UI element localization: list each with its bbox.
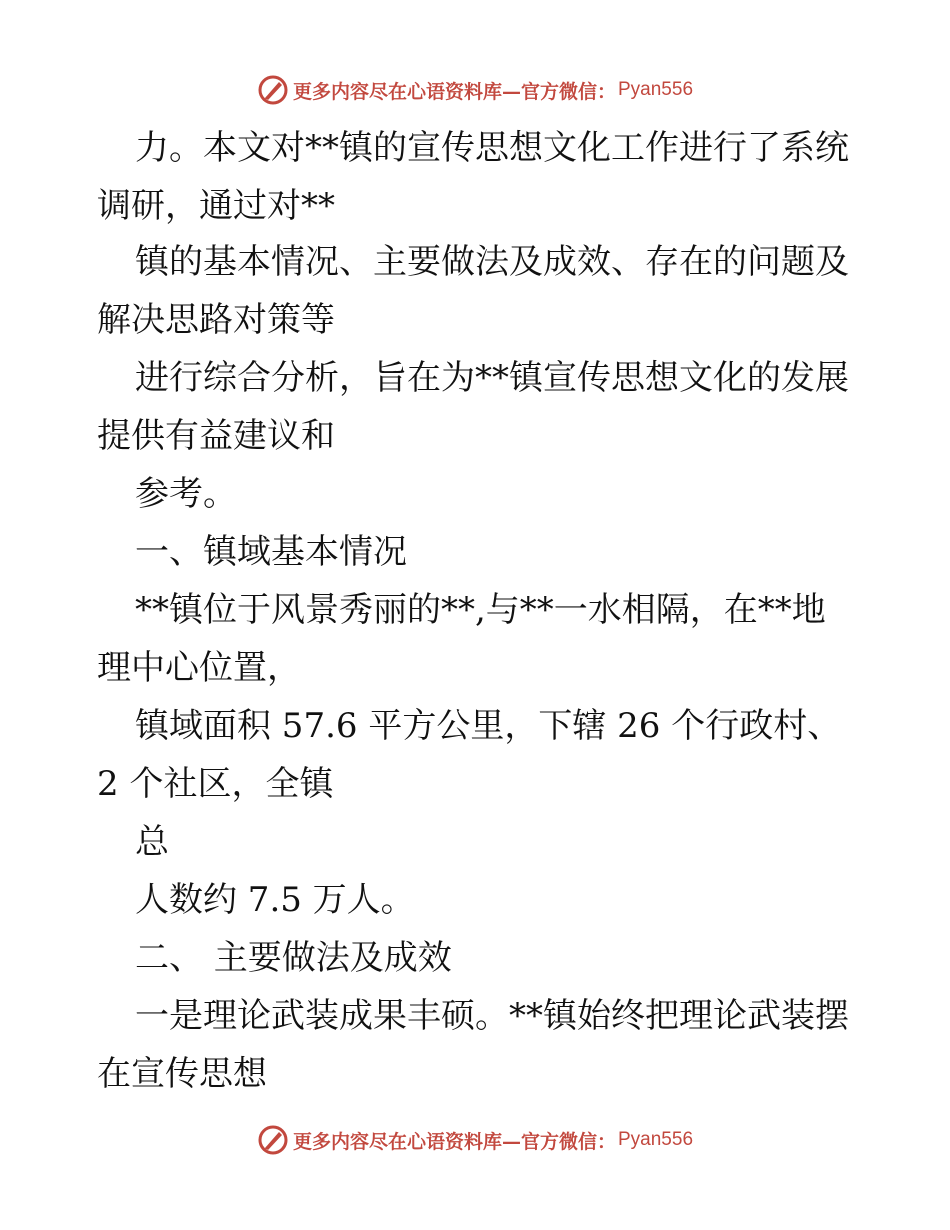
text-line: 在宣传思想 [97,1054,267,1094]
text-line: 镇域面积 57.6 平方公里，下辖 26 个行政村、 [135,706,842,746]
footer-watermark [0,1120,950,1160]
text-line: 解决思路对策等 [97,300,335,340]
text-line: 总 [135,822,169,862]
quill-pen-seal-icon [257,1124,289,1156]
watermark-text: 更多内容尽在心语资料库—官方微信： [292,80,616,103]
header-watermark [0,70,950,110]
text-line: 进行综合分析，旨在为**镇宣传思想文化的发展 [135,358,849,398]
text-line: 提供有益建议和 [97,416,335,456]
text-line: 理中心位置， [97,648,301,688]
quill-pen-seal-icon [257,74,289,106]
text-line: 镇的基本情况、主要做法及成效、存在的问题及 [135,242,849,282]
text-line: 2 个社区，全镇 [97,764,334,804]
text-line: 人数约 7.5 万人。 [135,880,415,920]
text-line: 参考。 [135,474,237,514]
section-heading: 二、 主要做法及成效 [135,938,452,978]
watermark-wechat-id: Pyan556 [618,1129,694,1150]
text-line: 力。本文对**镇的宣传思想文化工作进行了系统 [135,128,849,168]
watermark-text: 更多内容尽在心语资料库—官方微信： [292,1130,616,1153]
text-line: 调研，通过对** [97,186,335,226]
text-line: **镇位于风景秀丽的**,与**一水相隔，在**地 [135,590,826,630]
section-heading: 一、镇域基本情况 [135,532,407,572]
text-line: 一是理论武装成果丰硕。**镇始终把理论武装摆 [135,996,849,1036]
watermark-wechat-id: Pyan556 [618,79,694,100]
